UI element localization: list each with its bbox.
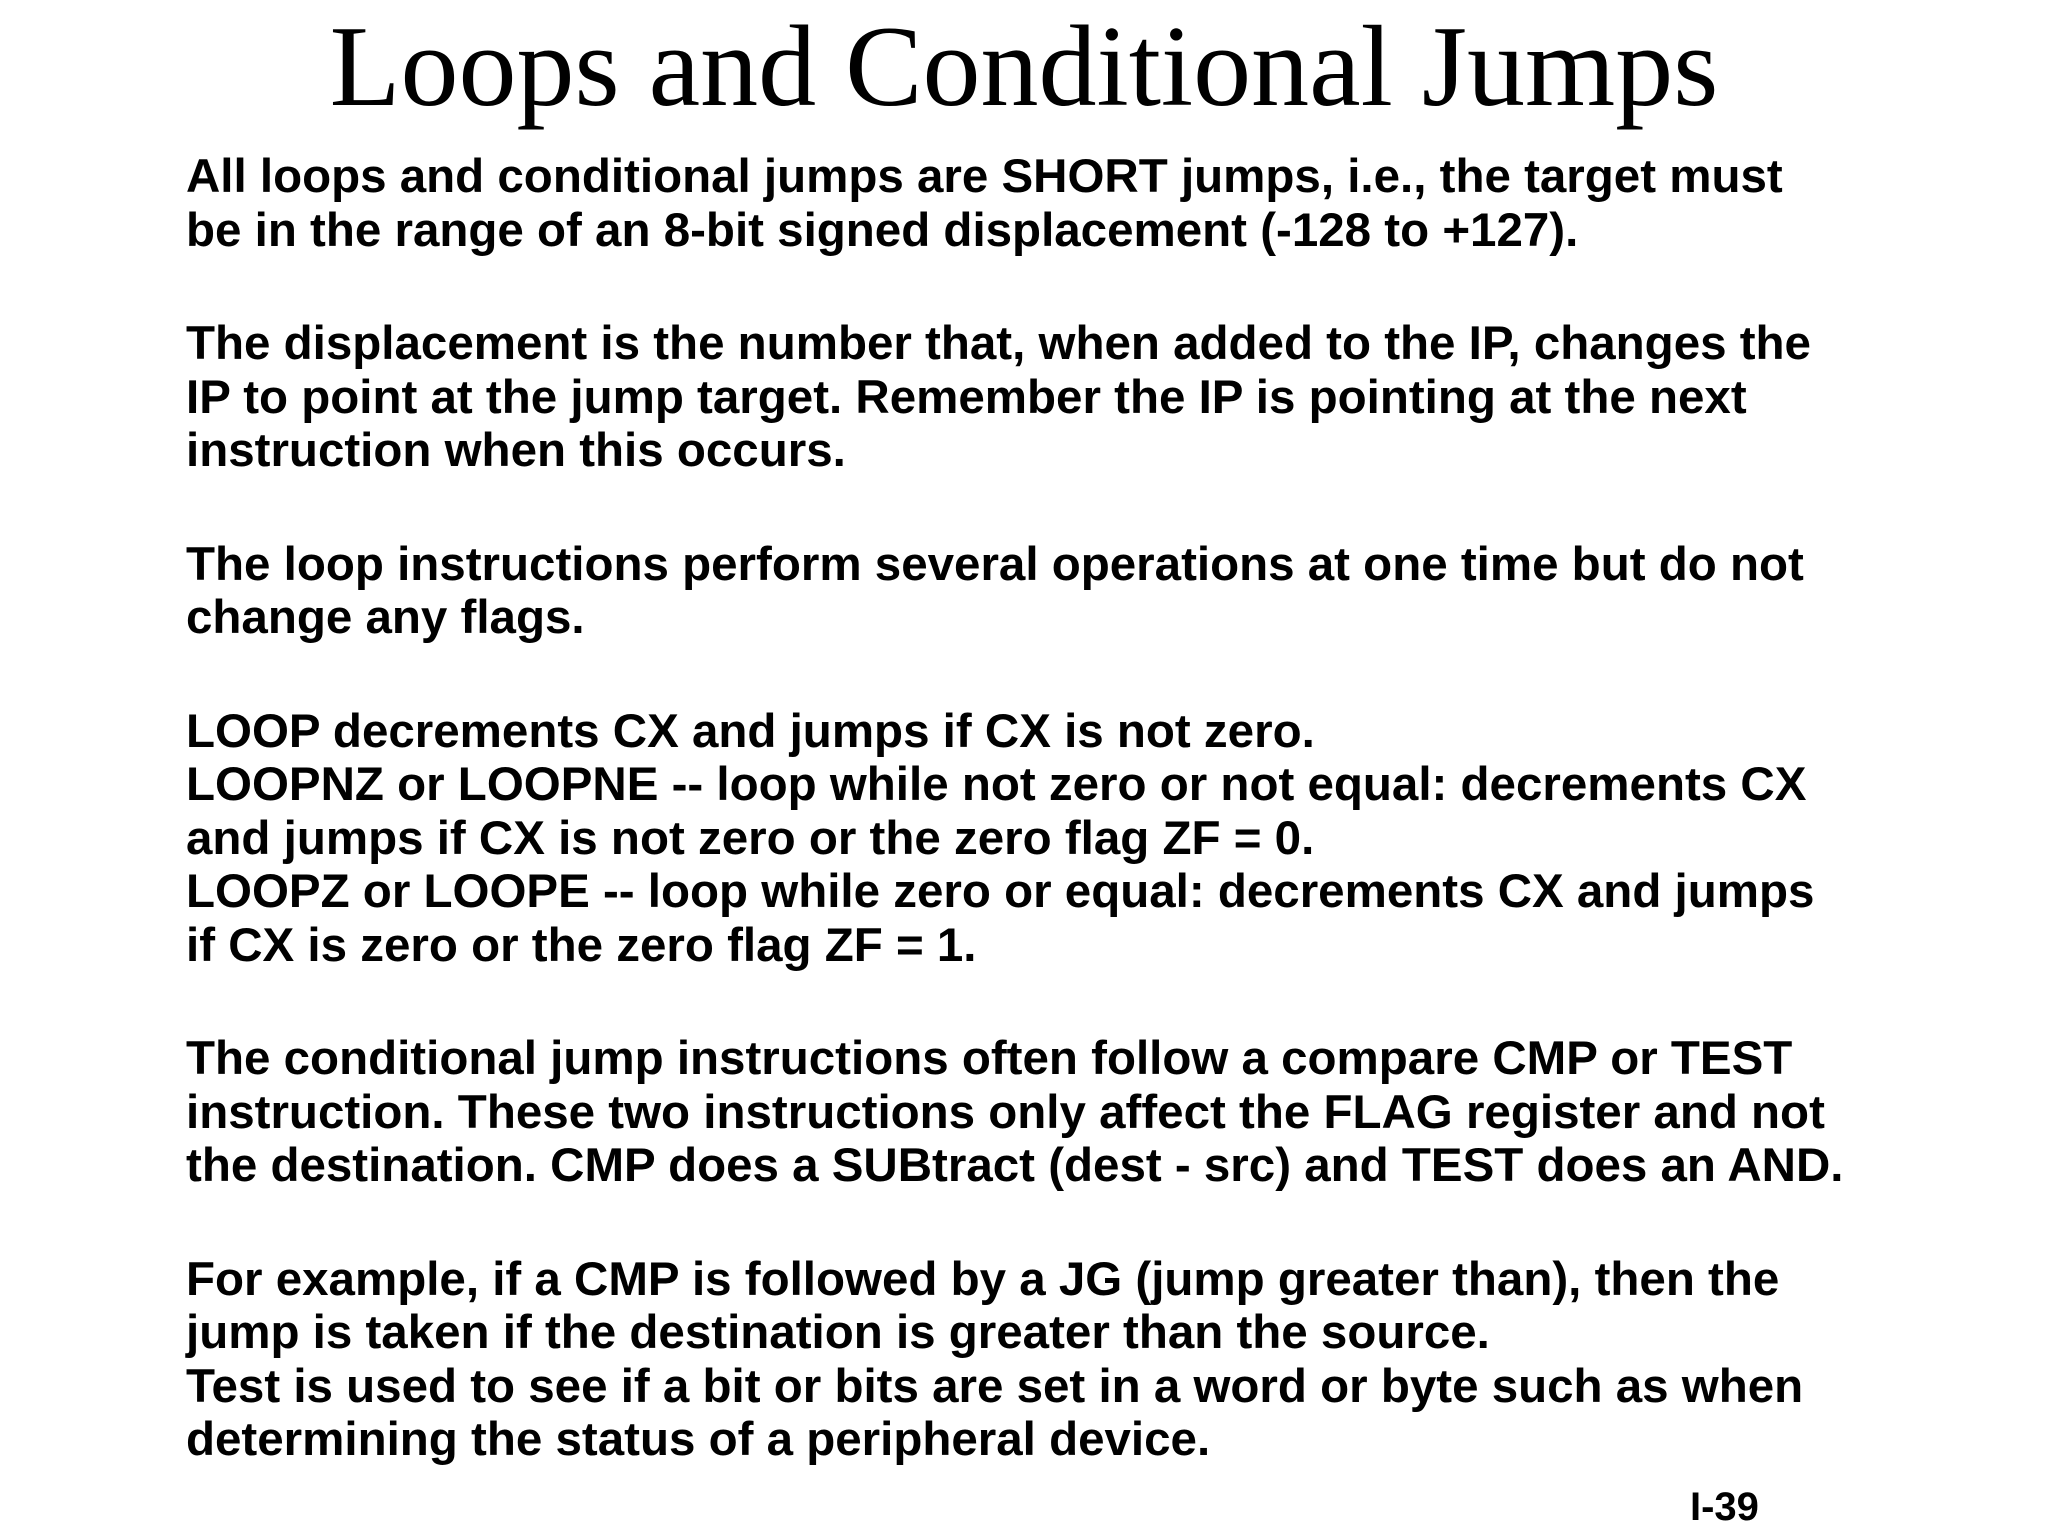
paragraph-gap [186, 478, 2026, 538]
page-number: I-39 [1690, 1485, 1759, 1529]
text-line: change any flags. [186, 591, 585, 644]
paragraph-gap [186, 257, 2026, 317]
text-line: be in the range of an 8-bit signed displacement (-128 to +127). [186, 203, 1579, 257]
paragraph-short-jumps [186, 150, 2026, 257]
slide-body [186, 150, 2026, 1467]
paragraph-gap [186, 1193, 2026, 1253]
paragraph-example [186, 1253, 2026, 1467]
paragraph-loop-instructions [186, 705, 2026, 973]
text-line: For example, if a CMP is followed by a JG (jump greater than), then the [186, 1252, 1780, 1306]
text-line: instruction. These two instructions only affect the FLAG register and not [186, 1085, 1825, 1139]
text-line: jump is taken if the destination is greater than the source. [186, 1306, 1490, 1359]
text-line: the destination. CMP does a SUBtract (dest - src) and TEST does an AND. [186, 1139, 1844, 1192]
text-line: LOOP decrements CX and jumps if CX is not zero. [186, 704, 1315, 758]
slide-title: Loops and Conditional Jumps [329, 3, 1719, 131]
text-line: All loops and conditional jumps are SHORT jumps, i.e., the target must [186, 150, 1783, 203]
text-line: LOOPNZ or LOOPNE -- loop while not zero or not equal: decrements CX [186, 758, 1807, 811]
text-line: IP to point at the jump target. Remember the IP is pointing at the next [186, 370, 1747, 424]
paragraph-cmp-test [186, 1032, 2026, 1193]
paragraph-displacement [186, 317, 2026, 478]
text-line: LOOPZ or LOOPE -- loop while zero or equal: decrements CX and jumps [186, 865, 1815, 918]
text-line: Test is used to see if a bit or bits are set in a word or byte such as when [186, 1359, 1804, 1413]
text-line: The displacement is the number that, when added to the IP, changes the [186, 317, 1811, 370]
paragraph-loop-flags [186, 538, 2026, 645]
paragraph-gap [186, 645, 2026, 705]
text-line: The conditional jump instructions often follow a compare CMP or TEST [186, 1032, 1793, 1085]
text-line: and jumps if CX is not zero or the zero flag ZF = 0. [186, 811, 1315, 865]
text-line: The loop instructions perform several operations at one time but do not [186, 537, 1804, 591]
text-line: instruction when this occurs. [186, 424, 846, 477]
text-line: determining the status of a peripheral device. [186, 1413, 1211, 1466]
text-line: if CX is zero or the zero flag ZF = 1. [186, 918, 977, 972]
paragraph-gap [186, 972, 2026, 1032]
